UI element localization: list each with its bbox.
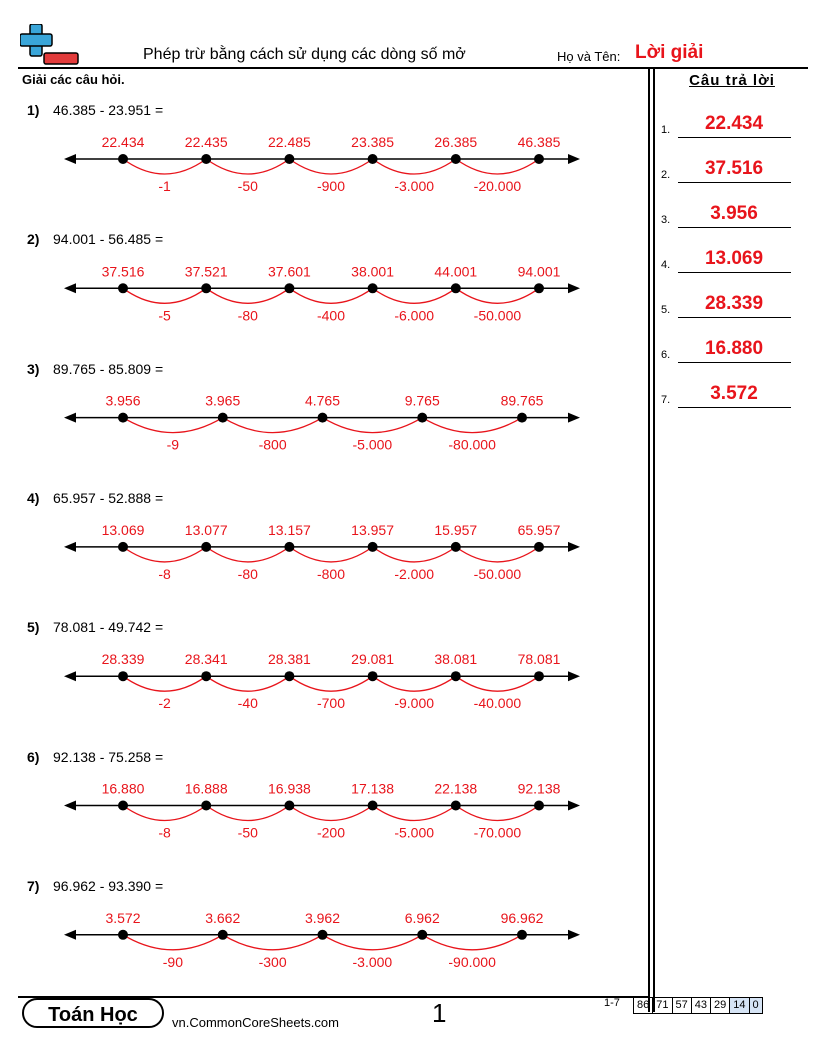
jump-label: -9.000 [394, 695, 435, 712]
jump-label: -800 [316, 565, 346, 582]
answer-value: 37.516 [704, 158, 764, 179]
point-label: 6.962 [404, 909, 440, 926]
point-label: 22.485 [267, 134, 311, 150]
jump-label: -80 [237, 565, 258, 582]
jump-arc [289, 547, 372, 562]
problem-expression: 78.081 - 49.742 = [53, 619, 164, 636]
score-table [633, 997, 763, 1014]
problem-number: 3) [27, 360, 40, 377]
jump-label: -5.000 [352, 436, 393, 453]
score-cell: 57 [672, 998, 691, 1013]
answer-line [678, 272, 791, 273]
point-dot [318, 930, 328, 940]
jump-arc [206, 547, 289, 562]
arrow-left-icon [64, 283, 76, 293]
jump-label: -80.000 [448, 436, 496, 453]
problem-expression: 65.957 - 52.888 = [53, 489, 164, 506]
point-dot [534, 801, 544, 811]
point-dot [451, 283, 461, 293]
point-label: 22.434 [101, 134, 145, 150]
problem-expression: 96.962 - 93.390 = [53, 877, 164, 894]
point-label: 3.965 [205, 392, 241, 409]
jump-label: -900 [316, 178, 346, 194]
answer-key-title: Câu trả lời [689, 72, 775, 89]
point-label: 3.662 [205, 909, 241, 926]
point-label: 3.572 [105, 909, 141, 926]
point-dot [368, 542, 378, 552]
score-cell: 0 [749, 998, 762, 1013]
jump-arc [373, 159, 456, 174]
point-label: 28.381 [267, 651, 311, 668]
jump-label: -1 [158, 178, 171, 194]
point-label: 13.957 [351, 521, 395, 538]
jump-label: -800 [258, 436, 287, 453]
arrow-right-icon [568, 413, 580, 423]
jump-arc [123, 159, 206, 174]
point-dot [417, 413, 427, 423]
jump-label: -400 [316, 307, 346, 324]
jump-arc [456, 547, 539, 562]
jump-label: -80 [237, 307, 258, 324]
answer-line [678, 362, 791, 363]
problem-expression: 94.001 - 56.485 = [53, 231, 164, 248]
point-label: 38.001 [351, 263, 395, 280]
point-dot [368, 283, 378, 293]
problem-expression: 89.765 - 85.809 = [53, 360, 164, 377]
point-dot [218, 930, 228, 940]
problem-expression: 46.385 - 23.951 = [53, 102, 164, 118]
jump-label: -8 [158, 824, 171, 841]
point-label: 16.888 [184, 780, 228, 797]
jump-arc [456, 806, 539, 821]
point-label: 29.081 [351, 651, 395, 668]
arrow-right-icon [568, 154, 580, 164]
answer-number: 5. [661, 304, 671, 316]
point-label: 37.521 [184, 263, 228, 280]
problem-number: 7) [27, 877, 40, 894]
point-dot [368, 671, 378, 681]
jump-label: -70.000 [473, 824, 522, 841]
point-dot [284, 801, 294, 811]
jump-arc [373, 288, 456, 303]
arrow-right-icon [568, 671, 580, 681]
arrow-right-icon [568, 801, 580, 811]
jump-arc [373, 676, 456, 691]
point-dot [118, 801, 128, 811]
point-dot [118, 413, 128, 423]
answer-number: 1. [661, 124, 671, 136]
point-dot [118, 671, 128, 681]
answer-line [678, 227, 791, 228]
arrow-left-icon [64, 413, 76, 423]
jump-arc [422, 935, 522, 950]
point-label: 37.601 [267, 263, 311, 280]
arrow-left-icon [64, 801, 76, 811]
point-dot [201, 801, 211, 811]
jump-label: -50.000 [473, 307, 522, 324]
point-label: 96.962 [500, 909, 544, 926]
jump-label: -90 [162, 953, 183, 970]
point-dot [118, 542, 128, 552]
point-dot [368, 801, 378, 811]
arrow-right-icon [568, 542, 580, 552]
jump-label: -40.000 [473, 695, 522, 712]
answer-number: 4. [661, 259, 671, 271]
worksheet-title: Phép trừ bằng cách sử dụng các dòng số mở [143, 46, 466, 63]
point-dot [284, 671, 294, 681]
jump-label: -50.000 [473, 565, 522, 582]
answer-value: 13.069 [704, 248, 764, 269]
problem-number: 4) [27, 489, 40, 506]
point-label: 38.081 [434, 651, 478, 668]
arrow-left-icon [64, 154, 76, 164]
problem-number: 6) [27, 748, 40, 765]
point-dot [218, 413, 228, 423]
point-dot [118, 154, 128, 164]
answer-line [678, 137, 791, 138]
jump-label: -300 [258, 953, 287, 970]
jump-arc [206, 288, 289, 303]
problem-number: 2) [27, 231, 40, 248]
jump-arc [373, 547, 456, 562]
name-value: Lời giải [635, 42, 704, 63]
point-label: 16.938 [267, 780, 311, 797]
jump-arc [123, 418, 223, 433]
point-dot [517, 930, 527, 940]
point-dot [451, 542, 461, 552]
point-label: 89.765 [500, 392, 544, 409]
jump-label: -20.000 [473, 178, 522, 194]
point-dot [451, 154, 461, 164]
jump-arc [289, 159, 372, 174]
jump-label: -700 [316, 695, 346, 712]
arrow-left-icon [64, 542, 76, 552]
jump-arc [123, 676, 206, 691]
point-label: 15.957 [434, 521, 478, 538]
jump-label: -5.000 [394, 824, 435, 841]
score-cell: 71 [652, 998, 671, 1013]
point-dot [284, 283, 294, 293]
jump-arc [289, 288, 372, 303]
jump-label: -8 [158, 565, 171, 582]
answer-number: 2. [661, 169, 671, 181]
answer-value: 3.572 [710, 383, 758, 404]
point-label: 13.077 [184, 521, 228, 538]
instructions: Giải các câu hỏi. [22, 72, 125, 87]
jump-arc [456, 288, 539, 303]
jump-arc [373, 806, 456, 821]
point-dot [318, 413, 328, 423]
point-dot [534, 671, 544, 681]
point-label: 28.341 [184, 651, 228, 668]
jump-arc [223, 418, 323, 433]
point-dot [201, 154, 211, 164]
jump-arc [123, 806, 206, 821]
point-label: 65.957 [517, 521, 561, 538]
point-dot [201, 283, 211, 293]
score-cell: 43 [691, 998, 710, 1013]
point-dot [201, 542, 211, 552]
problem-number: 1) [27, 102, 40, 118]
point-label: 17.138 [351, 780, 395, 797]
point-dot [201, 671, 211, 681]
arrow-left-icon [64, 930, 76, 940]
jump-label: -40 [237, 695, 258, 712]
jump-label: -5 [158, 307, 171, 324]
arrow-right-icon [568, 283, 580, 293]
jump-label: -3.000 [394, 178, 435, 194]
point-dot [451, 671, 461, 681]
point-dot [534, 542, 544, 552]
point-label: 23.385 [351, 134, 395, 150]
point-label: 4.765 [304, 392, 341, 409]
point-dot [284, 542, 294, 552]
jump-label: -2.000 [394, 565, 435, 582]
point-dot [368, 154, 378, 164]
point-label: 46.385 [517, 134, 561, 150]
jump-arc [206, 806, 289, 821]
jump-arc [123, 547, 206, 562]
point-dot [118, 930, 128, 940]
problem-number: 5) [27, 619, 40, 636]
point-label: 9.765 [404, 392, 440, 409]
answer-line [678, 407, 791, 408]
answer-number: 7. [661, 394, 671, 406]
point-dot [284, 154, 294, 164]
point-label: 44.001 [434, 263, 478, 280]
jump-arc [123, 288, 206, 303]
point-label: 13.157 [267, 521, 311, 538]
answer-value: 28.339 [704, 293, 764, 314]
jump-label: -50 [237, 178, 258, 194]
answer-line [678, 317, 791, 318]
column-divider [648, 67, 650, 1012]
name-label: Họ và Tên: [557, 49, 621, 64]
point-label: 22.138 [434, 780, 478, 797]
site-url: vn.CommonCoreSheets.com [172, 1015, 339, 1030]
point-label: 92.138 [517, 780, 561, 797]
jump-arc [323, 418, 423, 433]
jump-arc [223, 935, 323, 950]
point-label: 22.435 [184, 134, 228, 150]
jump-arc [123, 935, 223, 950]
answer-number: 6. [661, 349, 671, 361]
point-dot [534, 283, 544, 293]
jump-arc [456, 676, 539, 691]
page-number: 1 [432, 998, 447, 1028]
answer-line [678, 182, 791, 183]
jump-label: -90.000 [448, 953, 496, 970]
point-dot [451, 801, 461, 811]
score-cell: 86 [637, 999, 650, 1011]
point-label: 13.069 [101, 521, 145, 538]
column-divider [653, 67, 655, 1012]
point-dot [417, 930, 427, 940]
point-dot [517, 413, 527, 423]
jump-arc [289, 676, 372, 691]
problem-expression: 92.138 - 75.258 = [53, 748, 164, 765]
jump-arc [422, 418, 522, 433]
jump-arc [206, 676, 289, 691]
jump-arc [323, 935, 423, 950]
point-label: 3.956 [105, 392, 141, 409]
point-label: 78.081 [517, 651, 561, 668]
answer-value: 16.880 [704, 338, 764, 359]
jump-label: -6.000 [394, 307, 435, 324]
score-cell: 29 [710, 998, 729, 1013]
point-label: 94.001 [517, 263, 561, 280]
score-cell: 14 [729, 998, 748, 1013]
point-label: 37.516 [101, 263, 145, 280]
score-range: 1-7 [604, 997, 620, 1009]
jump-arc [456, 159, 539, 174]
jump-label: -9 [166, 436, 180, 453]
brand-badge: Toán Học [22, 998, 164, 1028]
point-label: 3.962 [304, 909, 341, 926]
arrow-left-icon [64, 671, 76, 681]
answer-value: 22.434 [704, 113, 764, 134]
jump-label: -2 [158, 695, 171, 712]
answer-number: 3. [661, 214, 671, 226]
arrow-right-icon [568, 930, 580, 940]
jump-label: -3.000 [352, 953, 393, 970]
answer-value: 3.956 [710, 203, 758, 224]
jump-arc [289, 806, 372, 821]
jump-label: -50 [237, 824, 258, 841]
point-dot [534, 154, 544, 164]
point-label: 16.880 [101, 780, 145, 797]
point-label: 26.385 [434, 134, 478, 150]
point-label: 28.339 [101, 651, 145, 668]
jump-arc [206, 159, 289, 174]
point-dot [118, 283, 128, 293]
jump-label: -200 [316, 824, 346, 841]
